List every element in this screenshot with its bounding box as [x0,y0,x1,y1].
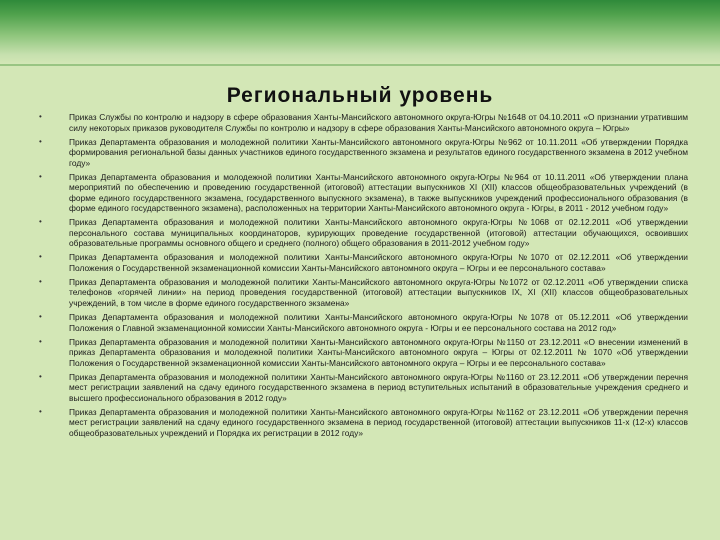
list-item [0,407,720,439]
list-item [0,312,720,333]
bullet-icon: • [39,312,42,322]
bullet-icon: • [39,171,42,181]
list-item-text: Приказ Департамента образования и молодежной политики Ханты-Мансийского автономного округа-Югры №1072 от 02.12.2011 «Об утверждении списка телефонов «горячей линии» на период проведения государственной (итоговой) аттестации выпускников IX, XI (XII) классов общеобразовательных учреждений, в том числе в форме единого государственного экзамена» [69,276,688,308]
bullet-icon: • [39,406,42,416]
document-list [0,112,720,442]
bullet-icon: • [39,336,42,346]
list-item-text: Приказ Департамента образования и молодежной политики Ханты-Мансийского автономного округа-Югры №1070 от 02.12.2011 «Об утверждении Положения о Государственной экзаменационной комиссии Ханты-Мансийского автономного округа – Югры и ее персонального состава» [69,252,688,273]
header-band [0,0,720,64]
list-item [0,252,720,273]
list-item [0,372,720,404]
list-item-text: Приказ Службы по контролю и надзору в сфере образования Ханты-Мансийского автономного округа-Югры №1648 от 04.10.2011 «О признании утратившим силу некоторых приказов руководителя Службы по контролю и надзору в сфере образования Ханты-Мансийского автономного округа – Югры» [69,112,688,133]
list-item [0,137,720,169]
list-item [0,337,720,369]
list-item [0,217,720,249]
list-item [0,277,720,309]
list-item [0,112,720,133]
bullet-icon: • [39,112,42,121]
slide-title: Региональный уровень [226,84,494,107]
header-divider [0,64,720,66]
bullet-icon: • [39,252,42,262]
list-item-text: Приказ Департамента образования и молодежной политики Ханты-Мансийского автономного округа-Югры №1160 от 23.12.2011 «Об утверждении перечня мест регистрации заявлений на сдачу единого государственного экзамена в период вступительных испытаний в образовательные учреждения среднего и высшего профессионального образования в 2012 году» [69,371,688,403]
bullet-icon: • [39,276,42,286]
list-item-text: Приказ Департамента образования и молодежной политики Ханты-Мансийского автономного округа-Югры №1068 от 02.12.2011 «Об утверждении персонального состава муниципальных координаторов, курирующих проведение государственной (итоговой) аттестации обучающихся, освоивших образовательные программы основного общего и среднего (полного) общего образования в 2011-2012 учебном году» [69,217,688,249]
bullet-icon: • [39,371,42,381]
list-item [0,172,720,214]
list-item-text: Приказ Департамента образования и молодежной политики Ханты-Мансийского автономного округа-Югры №1150 от 23.12.2011 «О внесении изменений в приказ Департамента образования и молодежной политики Ханты-Мансийского автономного округа – Югры от 02.12.2011 № 1070 «Об утверждении Положения о Государственной экзаменационной комиссии Ханты-Мансийского автономного округа – Югры и ее персонального состава» [69,336,688,368]
list-item-text: Приказ Департамента образования и молодежной политики Ханты-Мансийского автономного округа-Югры №1078 от 05.12.2011 «Об утверждении Положения о Главной экзаменационной комиссии Ханты-Мансийского автономного округа - Югры и ее персонального состава на 2012 год» [69,312,688,333]
bullet-icon: • [39,136,42,146]
list-item-text: Приказ Департамента образования и молодежной политики Ханты-Мансийского автономного округа-Югры №962 от 10.11.2011 «Об утверждении Порядка формирования региональной базы данных участников единого государственного экзамена и результатов единого государственного экзамена в 2012 учебном году» [69,136,688,168]
list-item-text: Приказ Департамента образования и молодежной политики Ханты-Мансийского автономного округа-Югры №1162 от 23.12.2011 «Об утверждении перечня мест регистрации заявлений на сдачу единого государственного экзамена в период государственной (итоговой) аттестации выпускников 11-х (12-х) классов общеобразовательных учреждений и Порядка их регистрации в 2012 году» [69,406,688,438]
list-item-text: Приказ Департамента образования и молодежной политики Ханты-Мансийского автономного округа-Югры №964 от 10.11.2011 «Об утверждении плана мероприятий по обеспечению и проведению государственной (итоговой) аттестации выпускников XI (XII) классов общеобразовательных учреждений (в форме единого государственного экзамена, государственного выпускного экзамена), в также выпускников учреждений профессионального образования (в форме единого государственного экзамена), расположенных на территории Ханты-Мансийского автономного округа - Югры, в 2011 - 2012 учебном году» [69,171,688,214]
bullet-icon: • [39,217,42,227]
